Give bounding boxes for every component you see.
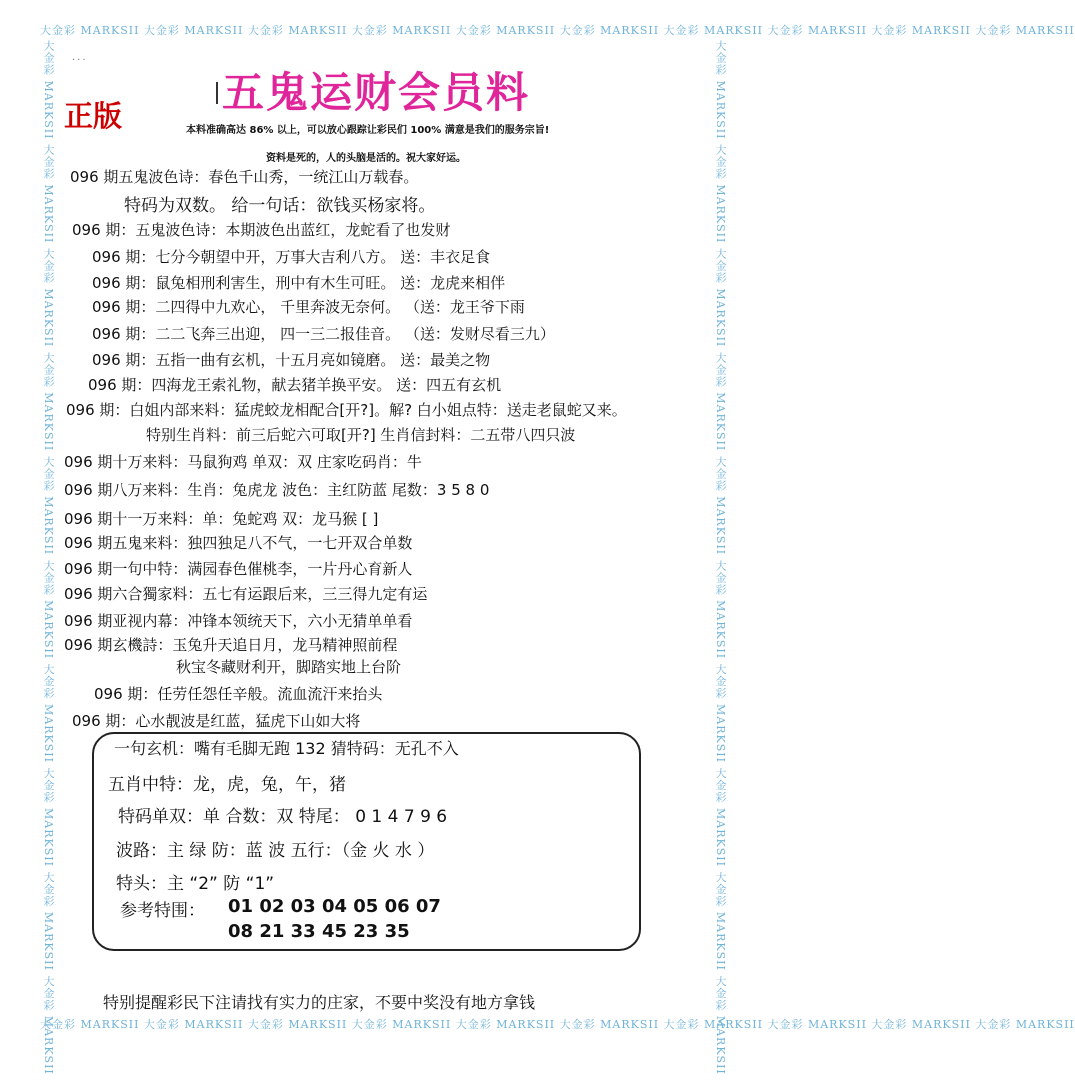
- text-line: 特别生肖料：前三后蛇六可取[开?] 生肖信封料：二五带八四只波: [146, 426, 576, 444]
- text-line: 096 期：四海龙王索礼物，献去猪羊换平安。 送：四五有玄机: [88, 376, 502, 394]
- genuine-stamp: 正版: [64, 99, 123, 133]
- text-line: 096 期六合獨家料：五七有运跟后来，三三得九定有运: [64, 585, 428, 603]
- decorative-border-bottom: 大金彩 MARKSII 大金彩 MARKSII 大金彩 MARKSII 大金彩 MARKSII 大金彩 MARKSII 大金彩 MARKSII 大金彩 MARKSII 大金彩 MARKSII 大金彩 MARKSII 大金彩 MARKSII: [40, 1018, 1075, 1031]
- text-line: 特码为双数。 给一句话：欲钱买杨家将。: [124, 196, 436, 216]
- text-line: 096 期十万来料：马鼠狗鸡 单双：双 庄家吃码肖：牛: [64, 453, 422, 471]
- reference-numbers-row1: 01 02 03 04 05 06 07: [228, 896, 441, 917]
- text-line: 096 期：二四得中九欢心， 千里奔波无奈何。 （送：龙王爷下雨: [92, 298, 525, 316]
- subtitle-accuracy: 本料准确高达 86% 以上，可以放心跟踪让彩民们 100% 满意是我们的服务宗旨!: [186, 125, 550, 136]
- text-line: 096 期：白姐内部来料：猛虎蛟龙相配合[开?]。解? 白小姐点特：送走老鼠蛇又来。: [66, 401, 627, 419]
- text-line: 096 期玄機詩：玉兔升天追日月，龙马精神照前程: [64, 636, 398, 654]
- text-line: 096 期亚视内幕：冲锋本领统天下，六小无猜单单看: [64, 612, 413, 630]
- text-line: 096 期：心水靓波是红蓝，猛虎下山如大将: [72, 712, 361, 730]
- text-line: 096 期十一万来料：单：兔蛇鸡 双：龙马猴 [ ]: [64, 510, 379, 528]
- text-line: 096 期一句中特：满园春色催桃李，一片丹心育新人: [64, 560, 413, 578]
- text-line: 096 期：鼠兔相刑利害生，刑中有木生可旺。 送：龙虎来相伴: [92, 274, 506, 292]
- decorative-border-right: 大金彩 MARKSII 大金彩 MARKSII 大金彩 MARKSII 大金彩 MARKSII 大金彩 MARKSII 大金彩 MARKSII 大金彩 MARKSII 大金彩 MARKSII 大金彩 MARKSII 大金彩 MARKSII: [714, 40, 727, 1075]
- subtitle-motto: 资料是死的，人的头脑是活的。祝大家好运。: [266, 153, 466, 164]
- prediction-box: [92, 732, 641, 951]
- footer-warning: 特别提醒彩民下注请找有实力的庄家，不要中奖没有地方拿钱: [103, 993, 536, 1012]
- title-cursor-mark: [216, 82, 218, 104]
- text-line: 096 期：任劳任怨任辛般。流血流汗来抬头: [94, 685, 383, 703]
- reference-numbers-row2: 08 21 33 45 23 35: [228, 921, 410, 942]
- wave-line: 波路：主 绿 防：蓝 波 五行：（金 火 水 ）: [116, 841, 435, 861]
- text-line: 096 期：二二飞奔三出迎， 四一三二报佳音。 （送：发财尽看三九）: [92, 325, 555, 343]
- five-zodiac-line: 五肖中特：龙，虎，兔，午，猪: [108, 775, 346, 795]
- decorative-border-top: 大金彩 MARKSII 大金彩 MARKSII 大金彩 MARKSII 大金彩 MARKSII 大金彩 MARKSII 大金彩 MARKSII 大金彩 MARKSII 大金彩 MARKSII 大金彩 MARKSII 大金彩 MARKSII: [40, 24, 1075, 37]
- text-line: 096 期五鬼波色诗：春色千山秀，一统江山万载春。: [70, 168, 419, 186]
- head-line: 特头：主 “2” 防 “1”: [116, 874, 275, 894]
- text-line: 096 期：五指一曲有玄机，十五月亮如镜磨。 送：最美之物: [92, 351, 491, 369]
- page-title: 五鬼运财会员料: [222, 68, 531, 117]
- odd-even-line: 特码单双：单 合数：双 特尾： 0 1 4 7 9 6: [118, 807, 448, 827]
- text-line: 096 期五鬼来料：独四独足八不气，一七开双合单数: [64, 534, 413, 552]
- text-line: 096 期：七分今朝望中开，万事大吉利八方。 送：丰衣足食: [92, 248, 491, 266]
- text-line: 秋宝冬藏财利开，脚踏实地上台阶: [176, 658, 402, 676]
- decorative-border-left: 大金彩 MARKSII 大金彩 MARKSII 大金彩 MARKSII 大金彩 MARKSII 大金彩 MARKSII 大金彩 MARKSII 大金彩 MARKSII 大金彩 MARKSII 大金彩 MARKSII 大金彩 MARKSII: [42, 40, 55, 1075]
- reference-label: 参考特围：: [120, 901, 205, 921]
- riddle-line: 一句玄机：嘴有毛脚无跑 132 猜特码：无孔不入: [114, 739, 459, 758]
- text-line: 096 期八万来料：生肖：兔虎龙 波色：主红防蓝 尾数：3 5 8 0: [64, 481, 490, 499]
- text-line: 096 期：五鬼波色诗：本期波色出蓝红，龙蛇看了也发财: [72, 221, 451, 239]
- header-smudge: ...: [72, 52, 88, 63]
